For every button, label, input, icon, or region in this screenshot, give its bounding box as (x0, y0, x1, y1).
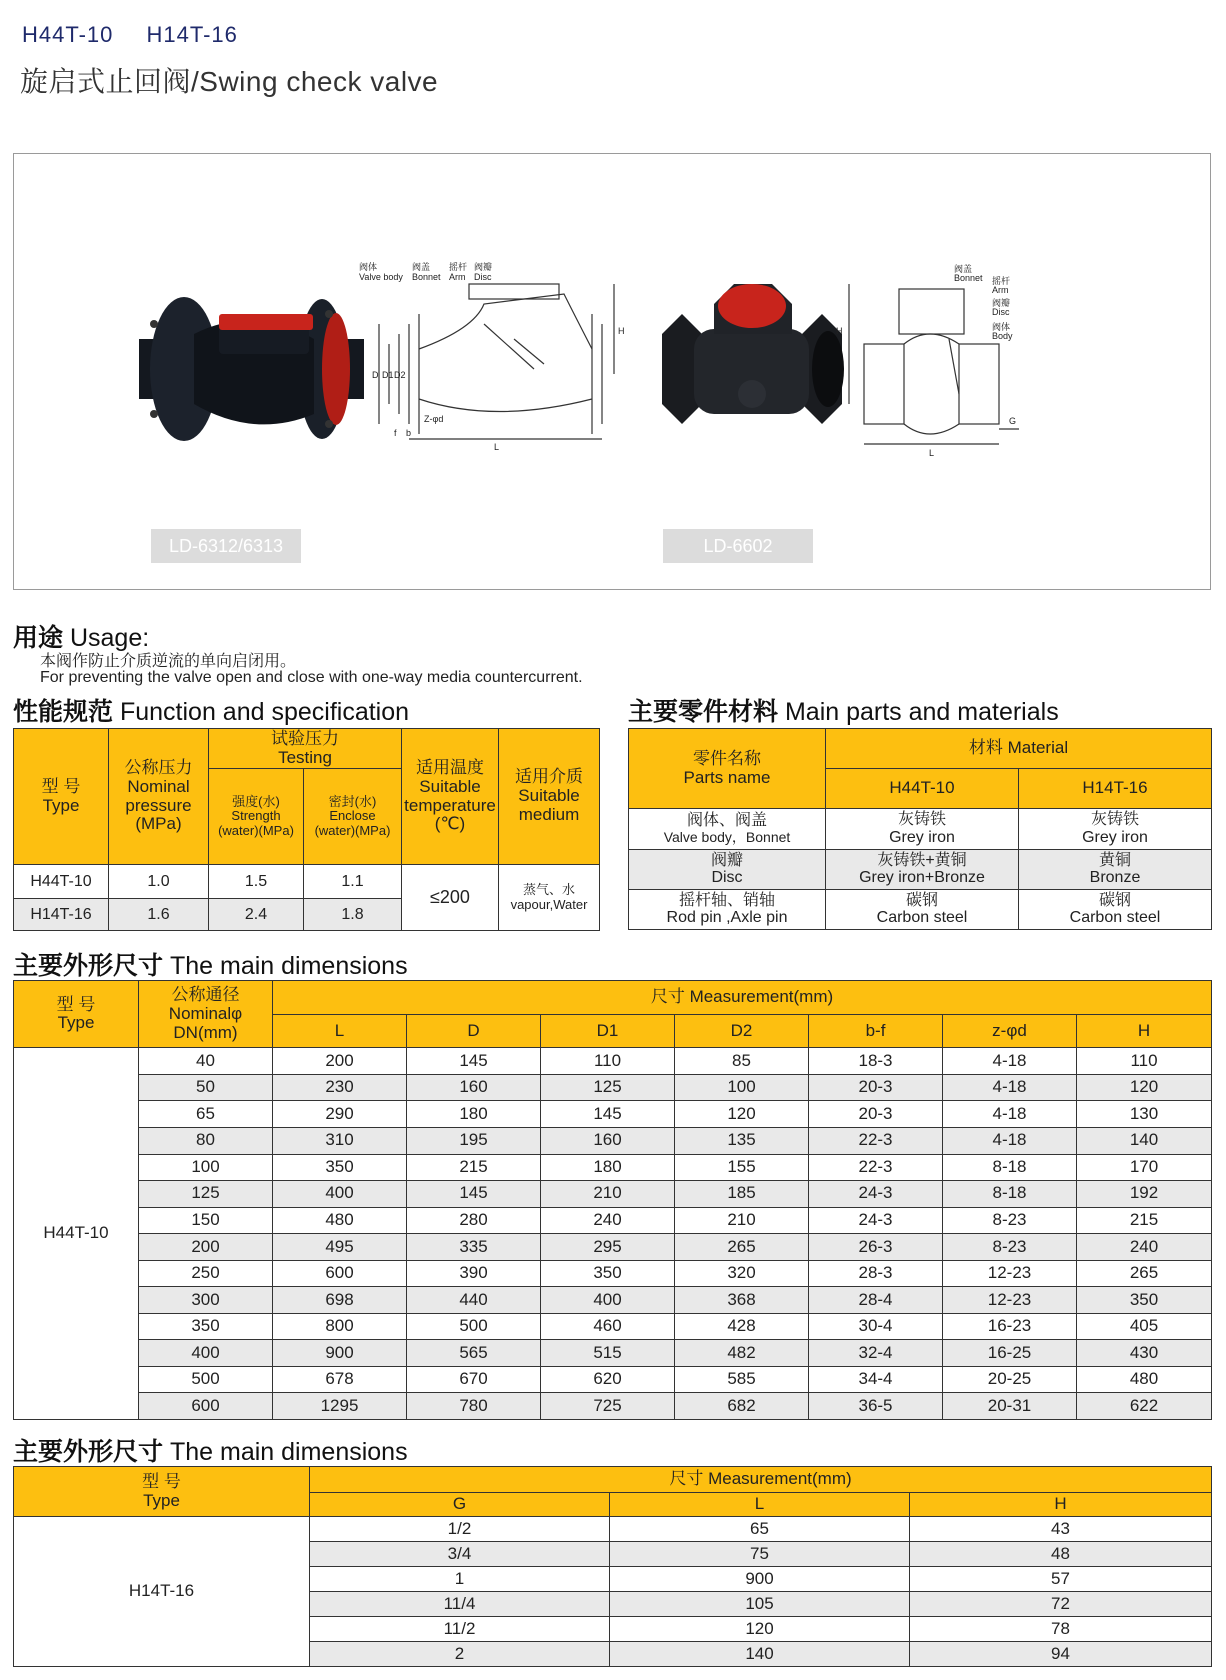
table-cell: 125 (139, 1181, 273, 1208)
dims1-title-cn: 主要外形尺寸 (13, 952, 164, 980)
table-cell: 65 (139, 1101, 273, 1128)
table-cell: 600 (273, 1260, 407, 1287)
table-cell: 230 (273, 1074, 407, 1101)
table-cell: 495 (273, 1234, 407, 1261)
spec-temperature-value: ≤200 (402, 865, 499, 931)
parts-title-cn: 主要零件材料 (628, 698, 779, 726)
table-cell: 78 (910, 1617, 1212, 1642)
dims2-title-en: The main dimensions (169, 1438, 408, 1466)
label-arm-cn: 摇杆 (449, 262, 468, 272)
table-cell: 4-18 (943, 1074, 1077, 1101)
spec-header-nominal-pressure: 公称压力 Nominal pressure (MPa) (109, 729, 209, 865)
parts-header-name: 零件名称 Parts name (629, 729, 826, 809)
table-cell: 100 (675, 1074, 809, 1101)
table-cell: 335 (407, 1234, 541, 1261)
dims1-col-h: H (1077, 1014, 1212, 1048)
table-cell: 24-3 (809, 1207, 943, 1234)
table-cell: 780 (407, 1393, 541, 1420)
model-code-a: H44T-10 (22, 22, 114, 47)
table-cell: 210 (675, 1207, 809, 1234)
spec-header-enclose: 密封(水) Enclose (water)(MPa) (304, 769, 402, 865)
table-cell: 100 (139, 1154, 273, 1181)
dims2-header-measurement: 尺寸 Measurement(mm) (310, 1467, 1212, 1493)
table-cell: 24-3 (809, 1181, 943, 1208)
table-cell: 20-25 (943, 1366, 1077, 1393)
dim2-l: L (929, 448, 935, 458)
table-cell: 192 (1077, 1181, 1212, 1208)
dim-d2: D2 (394, 370, 406, 380)
table-row: 阀体、阀盖 Valve body，Bonnet 灰铸铁 Grey iron 灰铸铁 Grey iron (629, 809, 1212, 849)
label2-bonnet-en: Bonnet (954, 273, 983, 283)
product-code-right: LD-6602 (663, 529, 813, 563)
dims1-title (13, 946, 408, 982)
table-cell: 1 (310, 1567, 610, 1592)
spec-title-cn: 性能规范 (13, 698, 114, 726)
label-disc-en: Disc (474, 272, 492, 282)
table-cell: 105 (610, 1592, 910, 1617)
parts-header-h44t10: H44T-10 (826, 769, 1019, 809)
table-cell: 36-5 (809, 1393, 943, 1420)
table-cell: 34-4 (809, 1366, 943, 1393)
table-cell: 120 (675, 1101, 809, 1128)
table-cell: 900 (273, 1340, 407, 1367)
table-cell: 698 (273, 1287, 407, 1314)
table-cell: 725 (541, 1393, 675, 1420)
table-cell: 120 (1077, 1074, 1212, 1101)
table-cell: 515 (541, 1340, 675, 1367)
table-cell: 32-4 (809, 1340, 943, 1367)
table-cell: 20-31 (943, 1393, 1077, 1420)
parts-header-material: 材料 Material (826, 729, 1212, 769)
product-figures (14, 154, 1210, 589)
table-cell: 185 (675, 1181, 809, 1208)
table-cell: 48 (910, 1542, 1212, 1567)
table-row (14, 1393, 1212, 1420)
table-cell: 565 (407, 1340, 541, 1367)
usage-text-cn: 本阀作防止介质逆流的单向启闭用。 (40, 653, 297, 670)
dims1-col-zd: z-φd (943, 1014, 1077, 1048)
table-cell: 40 (139, 1048, 273, 1075)
table-cell: 94 (910, 1642, 1212, 1667)
dims1-col-d1: D1 (541, 1014, 675, 1048)
label2-disc-cn: 阀瓣 (992, 298, 1011, 308)
table-cell: 310 (273, 1127, 407, 1154)
dims1-body (14, 1048, 1212, 1420)
table-cell: 390 (407, 1260, 541, 1287)
table-cell: 145 (407, 1181, 541, 1208)
table-row (14, 1287, 1212, 1314)
table-cell: 150 (139, 1207, 273, 1234)
table-cell: 8-18 (943, 1181, 1077, 1208)
threaded-valve-drawing-labels (836, 263, 1016, 458)
table-cell: 8-18 (943, 1154, 1077, 1181)
dim-f: f (394, 428, 397, 438)
dims2-title-cn: 主要外形尺寸 (13, 1438, 164, 1466)
label2-arm-en: Arm (992, 285, 1009, 295)
parts-title (628, 692, 1059, 728)
table-cell: 140 (1077, 1127, 1212, 1154)
model-code-b: H14T-16 (146, 22, 238, 47)
table-cell: 600 (139, 1393, 273, 1420)
flanged-valve-drawing (379, 284, 614, 439)
dims2-header-type: 型 号 Type (14, 1467, 310, 1517)
table-cell: 160 (541, 1127, 675, 1154)
dim-zd: Z-φd (424, 414, 444, 424)
table-cell: 72 (910, 1592, 1212, 1617)
table-cell: 26-3 (809, 1234, 943, 1261)
table-cell: 682 (675, 1393, 809, 1420)
table-cell: 240 (541, 1207, 675, 1234)
table-cell: 65 (610, 1517, 910, 1542)
label-valve-body-en: Valve body (359, 272, 403, 282)
dims1-col-bf: b-f (809, 1014, 943, 1048)
table-cell: 250 (139, 1260, 273, 1287)
table-cell: 400 (139, 1340, 273, 1367)
table-cell: 900 (610, 1567, 910, 1592)
table-cell: 75 (610, 1542, 910, 1567)
table-cell: 8-23 (943, 1207, 1077, 1234)
dims2-col-l: L (610, 1493, 910, 1517)
table-cell: 320 (675, 1260, 809, 1287)
spec-medium-value: 蒸气、水 vapour,Water (499, 865, 600, 931)
table-cell: 28-4 (809, 1287, 943, 1314)
table-cell: 295 (541, 1234, 675, 1261)
table-cell: 350 (273, 1154, 407, 1181)
spec-header-medium: 适用介质 Suitable medium (499, 729, 600, 865)
dims1-title-en: The main dimensions (169, 952, 408, 980)
table-cell: 480 (273, 1207, 407, 1234)
table-cell: 1/2 (310, 1517, 610, 1542)
table-cell: 85 (675, 1048, 809, 1075)
table-cell: 622 (1077, 1393, 1212, 1420)
table-cell: 1295 (273, 1393, 407, 1420)
table-cell: 160 (407, 1074, 541, 1101)
table-cell: 215 (1077, 1207, 1212, 1234)
dims2-body (14, 1517, 1212, 1667)
dims2-col-h: H (910, 1493, 1212, 1517)
table-cell: 11/2 (310, 1617, 610, 1642)
table-cell: 110 (1077, 1048, 1212, 1075)
dims1-header-measurement: 尺寸 Measurement(mm) (273, 981, 1212, 1015)
table-row (14, 1101, 1212, 1128)
table-cell: 428 (675, 1313, 809, 1340)
table-cell: 50 (139, 1074, 273, 1101)
spec-header-type: 型 号 Type (14, 729, 109, 865)
dims1-table (13, 980, 1212, 1420)
table-cell: 430 (1077, 1340, 1212, 1367)
dims1-header-type: 型 号 Type (14, 981, 139, 1048)
product-figure-frame (13, 153, 1211, 590)
table-cell: 240 (1077, 1234, 1212, 1261)
table-cell: 145 (541, 1101, 675, 1128)
table-cell: 670 (407, 1366, 541, 1393)
table-cell: 350 (541, 1260, 675, 1287)
table-cell: 155 (675, 1154, 809, 1181)
label-disc-cn: 阀瓣 (474, 262, 493, 272)
table-cell: 405 (1077, 1313, 1212, 1340)
page-title: 旋启式止回阀/Swing check valve (20, 66, 439, 97)
table-cell: 300 (139, 1287, 273, 1314)
table-cell: 170 (1077, 1154, 1212, 1181)
table-cell: 368 (675, 1287, 809, 1314)
dim-d1: D1 (382, 370, 394, 380)
table-cell: 215 (407, 1154, 541, 1181)
table-row (14, 1366, 1212, 1393)
dim-h: H (618, 326, 625, 336)
table-cell: 57 (910, 1567, 1212, 1592)
table-row: 摇杆轴、销轴 Rod pin ,Axle pin 碳钢 Carbon steel 碳钢 Carbon steel (629, 889, 1212, 929)
product-code-left: LD-6312/6313 (151, 529, 301, 563)
table-cell: 16-23 (943, 1313, 1077, 1340)
table-cell: 11/4 (310, 1592, 610, 1617)
dim-l: L (494, 442, 500, 452)
table-cell: 4-18 (943, 1127, 1077, 1154)
table-cell: 43 (910, 1517, 1212, 1542)
table-cell: 200 (139, 1234, 273, 1261)
table-cell: 200 (273, 1048, 407, 1075)
table-row (14, 1074, 1212, 1101)
usage-title-en: Usage: (69, 624, 150, 652)
table-row (14, 1127, 1212, 1154)
table-cell: 12-23 (943, 1260, 1077, 1287)
dims1-col-l: L (273, 1014, 407, 1048)
table-cell: 210 (541, 1181, 675, 1208)
dim2-g: G (1009, 416, 1017, 426)
table-cell: 280 (407, 1207, 541, 1234)
table-cell: 265 (1077, 1260, 1212, 1287)
spec-header-strength: 强度(水) Strength (water)(MPa) (209, 769, 304, 865)
table-cell: 125 (541, 1074, 675, 1101)
parts-header-h14t16: H14T-16 (1019, 769, 1212, 809)
table-cell: 800 (273, 1313, 407, 1340)
table-cell: 265 (675, 1234, 809, 1261)
table-cell: 482 (675, 1340, 809, 1367)
table-cell: 140 (610, 1642, 910, 1667)
dims2-col-g: G (310, 1493, 610, 1517)
table-cell: 80 (139, 1127, 273, 1154)
table-cell: 110 (541, 1048, 675, 1075)
label2-bonnet-cn: 阀盖 (954, 264, 973, 274)
dims2-title (13, 1432, 408, 1468)
spec-header-testing: 试验压力 Testing (209, 729, 402, 769)
label2-body-en: Body (992, 331, 1013, 341)
threaded-valve-photo (662, 284, 844, 424)
table-cell: 145 (407, 1048, 541, 1075)
parts-table (628, 728, 1212, 930)
table-cell: 20-3 (809, 1101, 943, 1128)
table-row: 阀瓣 Disc 灰铸铁+黄铜 Grey iron+Bronze 黄铜 Bronze (629, 849, 1212, 889)
table-cell: 22-3 (809, 1154, 943, 1181)
table-cell: 400 (541, 1287, 675, 1314)
table-cell: 350 (1077, 1287, 1212, 1314)
table-row (14, 1260, 1212, 1287)
table-cell: 180 (407, 1101, 541, 1128)
table-cell: 120 (610, 1617, 910, 1642)
dims1-header-dn: 公称通径 Nominalφ DN(mm) (139, 981, 273, 1048)
model-codes (22, 22, 264, 48)
table-row: H44T-10 1.0 1.5 1.1 ≤200 蒸气、水 vapour,Water (14, 865, 600, 899)
table-row (14, 1313, 1212, 1340)
table-cell: 500 (139, 1366, 273, 1393)
label-bonnet-en: Bonnet (412, 272, 441, 282)
table-cell: 290 (273, 1101, 407, 1128)
table-cell: 22-3 (809, 1127, 943, 1154)
model-cell: H14T-16 (14, 1517, 310, 1667)
label2-disc-en: Disc (992, 307, 1010, 317)
table-row (14, 1154, 1212, 1181)
table-row (14, 1207, 1212, 1234)
table-cell: 18-3 (809, 1048, 943, 1075)
table-cell: 30-4 (809, 1313, 943, 1340)
table-cell: 8-23 (943, 1234, 1077, 1261)
dim2-h: H (836, 326, 843, 336)
parts-title-en: Main parts and materials (784, 698, 1059, 726)
spec-title (13, 692, 409, 728)
table-cell: 678 (273, 1366, 407, 1393)
label-valve-body-cn: 阀体 (359, 262, 378, 272)
table-cell: 12-23 (943, 1287, 1077, 1314)
label2-body-cn: 阀体 (992, 322, 1011, 332)
spec-title-en: Function and specification (119, 698, 410, 726)
table-cell: 4-18 (943, 1101, 1077, 1128)
table-row (14, 1340, 1212, 1367)
usage-title-cn: 用途 (13, 624, 64, 652)
table-cell: 585 (675, 1366, 809, 1393)
table-cell: 20-3 (809, 1074, 943, 1101)
table-row (14, 1181, 1212, 1208)
table-cell: 195 (407, 1127, 541, 1154)
table-cell: 130 (1077, 1101, 1212, 1128)
label-bonnet-cn: 阀盖 (412, 262, 431, 272)
table-cell: 3/4 (310, 1542, 610, 1567)
table-cell: 4-18 (943, 1048, 1077, 1075)
usage-text-en: For preventing the valve open and close with one-way media countercurrent. (40, 669, 583, 686)
table-cell: 16-25 (943, 1340, 1077, 1367)
table-row (14, 1048, 1212, 1075)
table-cell: 480 (1077, 1366, 1212, 1393)
flanged-valve-photo (139, 297, 364, 441)
table-row: H14T-16 1.6 2.4 1.8 (14, 899, 600, 931)
dim-d: D (372, 370, 379, 380)
dims2-table (13, 1466, 1212, 1667)
table-cell: 500 (407, 1313, 541, 1340)
dims1-col-d2: D2 (675, 1014, 809, 1048)
dim-b: b (406, 428, 412, 438)
table-cell: 460 (541, 1313, 675, 1340)
table-row (14, 1234, 1212, 1261)
table-cell: 135 (675, 1127, 809, 1154)
table-cell: 400 (273, 1181, 407, 1208)
table-cell: 2 (310, 1642, 610, 1667)
table-cell: 180 (541, 1154, 675, 1181)
model-cell: H44T-10 (14, 1048, 139, 1420)
label-arm-en: Arm (449, 272, 466, 282)
table-row (14, 1517, 1212, 1542)
label2-arm-cn: 摇杆 (992, 276, 1011, 286)
spec-header-temperature: 适用温度 Suitable temperature (℃) (402, 729, 499, 865)
table-cell: 350 (139, 1313, 273, 1340)
table-cell: 28-3 (809, 1260, 943, 1287)
spec-table (13, 728, 600, 931)
dims1-col-d: D (407, 1014, 541, 1048)
table-cell: 620 (541, 1366, 675, 1393)
table-cell: 440 (407, 1287, 541, 1314)
